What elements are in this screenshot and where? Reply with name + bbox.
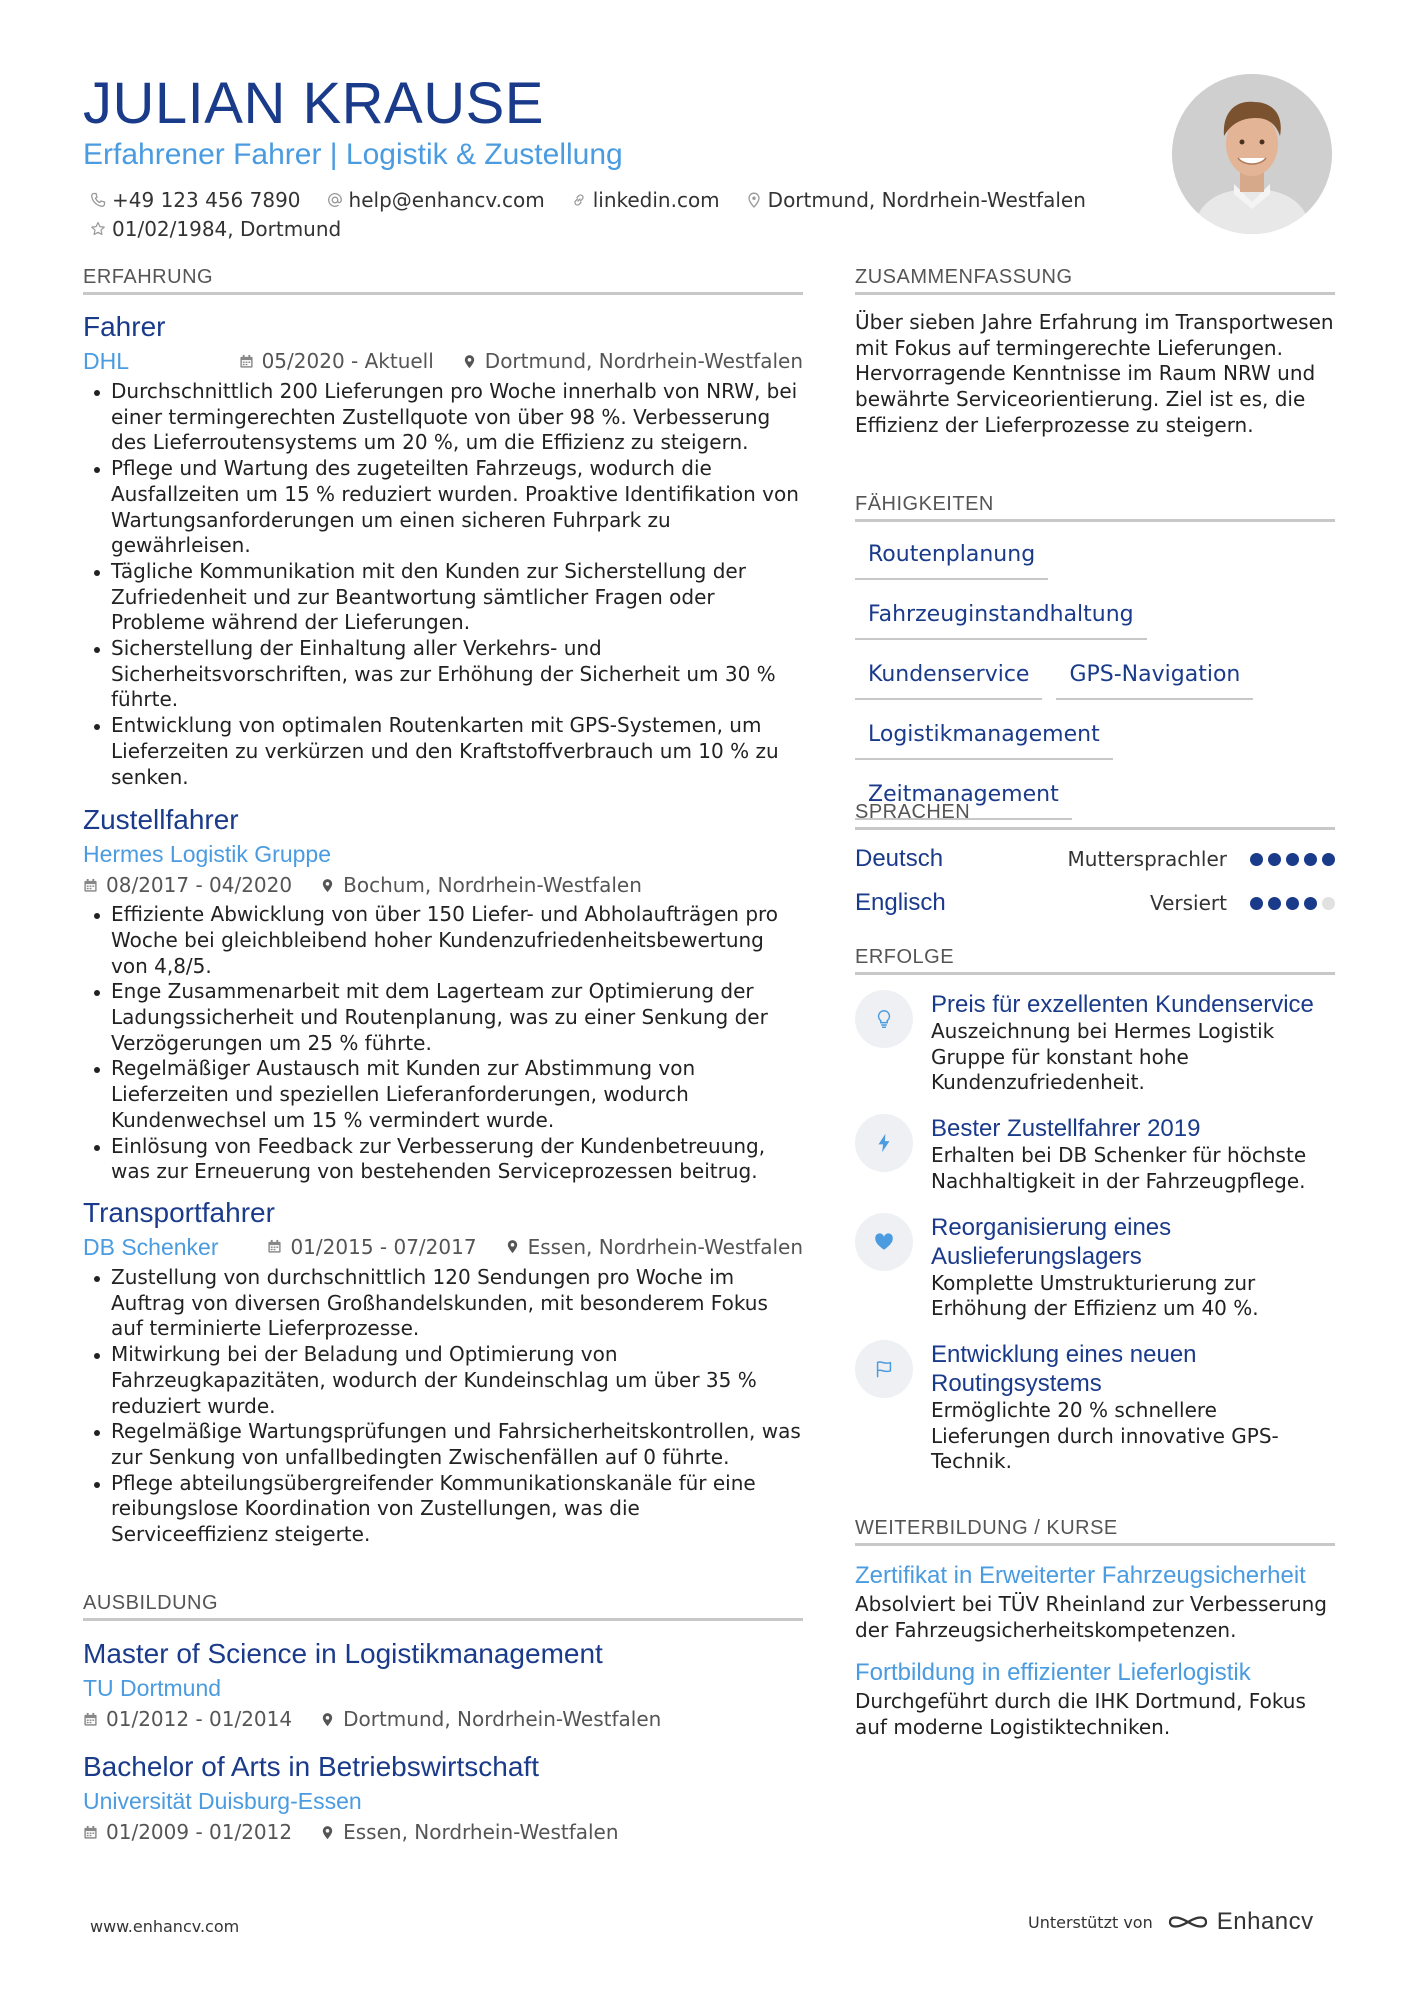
section-divider [855,827,1335,830]
job-meta [267,1232,803,1262]
job-company-line [83,1231,803,1263]
calendar-icon [83,1825,98,1840]
education-date [83,1817,292,1847]
achievement-item [855,1213,1335,1322]
job-bullet: Regelmäßige Wartungsprüfungen und Fahrsicherheitskontrollen, was zur Senkung von unfallbedingten Zwischenfällen auf 0 führte. [111,1419,803,1470]
lightning-icon [855,1114,913,1172]
powered-by-text: Unterstützt von [1028,1912,1153,1932]
education-location [320,1704,661,1734]
education-entry [83,1636,803,1734]
location-pin-icon [320,878,335,893]
achievement-desc: Erhalten bei DB Schenker für höchste Nachhaltigkeit in der Fahrzeugpflege. [931,1143,1307,1193]
job-entry [83,1195,803,1548]
heart-icon [855,1213,913,1271]
flag-icon [855,1340,913,1398]
rating-dot [1304,897,1317,910]
job-bullet: Zustellung von durchschnittlich 120 Sendungen pro Woche im Auftrag von diversen Großhandelskunden, mit besonderem Fokus auf terminierte Lieferprozesse. [111,1265,803,1342]
job-company: DHL [83,348,130,374]
language-rating [1245,853,1335,866]
job-company: Hermes Logistik Gruppe [83,841,331,868]
skill-tag: Kundenservice [855,660,1042,700]
job-bullet: Effiziente Abwicklung von über 150 Liefer- und Abholaufträgen pro Woche bei gleichbleibend hoher Kundenzufriedenheitsbewertung von 4,8/5. [111,902,803,979]
language-row [855,881,1335,925]
language-level: Muttersprachler [1067,847,1227,871]
achievements-section [855,990,1335,1493]
skill-tag: Fahrzeuginstandhaltung [855,600,1147,640]
candidate-headline: Erfahrener Fahrer | Logistik & Zustellung [83,138,623,171]
location-pin-icon [320,1712,335,1727]
calendar-icon [239,354,254,369]
section-title-experience: ERFAHRUNG [83,266,214,288]
course-item [855,1560,1335,1643]
rating-dot [1304,853,1317,866]
location-pin-icon [746,192,762,208]
education-school: TU Dortmund [83,1675,222,1701]
rating-dot [1286,897,1299,910]
education-meta [83,1817,803,1847]
section-title-courses: WEITERBILDUNG / KURSE [855,1517,1118,1539]
job-role: Transportfahrer [83,1196,275,1228]
job-meta [83,870,803,900]
job-date-text: 01/2015 - 07/2017 [290,1234,477,1259]
job-date-text: 05/2020 - Aktuell [261,349,434,373]
location-text: Dortmund, Nordrhein-Westfalen [767,188,1086,212]
section-title-languages: SPRACHEN [855,801,971,823]
job-date [239,346,434,376]
contact-phone[interactable] [90,188,301,212]
language-level: Versiert [1149,891,1227,915]
calendar-icon [83,878,98,893]
achievement-title: Bester Zustellfahrer 2019 [931,1115,1201,1143]
section-divider [83,292,803,295]
contact-birth [90,217,341,241]
job-entry [83,802,803,1185]
star-icon [90,221,106,237]
job-location-text: Dortmund, Nordrhein-Westfalen [484,349,803,373]
summary-text: Über sieben Jahre Erfahrung im Transportwesen mit Fokus auf termingerechte Lieferungen. Hervorragende Kenntnisse im Raum NRW und bewährte Serviceorientierung. Ziel ist es, die Effizienz der Lieferprozesse zu steigern. [855,310,1334,437]
skill-tag: Zeitmanagement [855,780,1072,820]
education-school: Universität Duisburg-Essen [83,1788,362,1814]
brand-name: Enhancv [1216,1908,1314,1935]
job-bullet: Tägliche Kommunikation mit den Kunden zur Sicherstellung der Zufriedenheit und zur Beantwortung sämtlicher Fragen oder Probleme während der Lieferungen. [111,559,803,636]
course-desc: Absolviert bei TÜV Rheinland zur Verbesserung der Fahrzeugsicherheitskompetenzen. [855,1592,1327,1642]
job-bullet: Einlösung von Feedback zur Verbesserung der Kundenbetreuung, was zur Erneuerung von bestehenden Serviceprozessen beitrug. [111,1134,803,1185]
job-bullets [83,379,803,790]
enhancv-logo-icon [1165,1910,1211,1934]
achievement-item [855,990,1335,1096]
job-bullet: Pflege und Wartung des zugeteilten Fahrzeugs, wodurch die Ausfallzeiten um 15 % reduziert wurden. Proaktive Identifikation von Wartungsanforderungen um einen sicheren Fuhrpark zu gewährleisen. [111,456,803,559]
rating-dot [1268,897,1281,910]
job-company-line [83,345,803,377]
language-name: Englisch [855,889,946,916]
language-level-group [1068,847,1336,871]
job-bullet: Regelmäßiger Austausch mit Kunden zur Abstimmung von Lieferzeiten und speziellen Lieferanforderungen, wodurch Kundenwechsel um 15 % vermindert wurde. [111,1056,803,1133]
job-location-text: Bochum, Nordrhein-Westfalen [343,873,642,898]
birth-text: 01/02/1984, Dortmund [112,217,342,241]
skill-tag: GPS-Navigation [1056,660,1253,700]
languages-section [855,837,1335,925]
job-bullet: Mitwirkung bei der Beladung und Optimierung von Fahrzeugkapazitäten, wodurch der Kundeinschlag um über 35 % reduziert wurde. [111,1342,803,1419]
candidate-name: JULIAN KRAUSE [83,71,544,136]
achievement-item [855,1114,1335,1194]
education-section [83,1636,803,1847]
contact-email[interactable] [327,188,545,212]
language-rating [1245,897,1335,910]
email-text: help@enhancv.com [348,188,545,212]
achievement-content [931,990,1335,1096]
job-location-text: Essen, Nordrhein-Westfalen [527,1234,803,1259]
footer-powered-by[interactable] [1028,1908,1314,1936]
section-divider [855,519,1335,522]
language-row [855,837,1335,881]
achievement-content [931,1213,1335,1322]
rating-dot [1268,853,1281,866]
calendar-icon [83,1712,98,1727]
rating-dot [1250,853,1263,866]
courses-section [855,1560,1335,1741]
section-title-summary: ZUSAMMENFASSUNG [855,266,1073,288]
course-desc: Durchgeführt durch die IHK Dortmund, Fokus auf moderne Logistiktechniken. [855,1689,1306,1740]
job-location [505,1232,803,1262]
rating-dot [1250,897,1263,910]
job-bullets [83,902,803,1185]
achievement-title: Entwicklung eines neuen Routingsystems [931,1340,1197,1397]
achievement-title: Reorganisierung eines Auslieferungslagers [931,1213,1172,1270]
linkedin-text: linkedin.com [592,188,720,212]
lightbulb-icon [855,990,913,1048]
section-divider [855,972,1335,975]
education-date-text: 01/2012 - 01/2014 [106,1707,293,1731]
location-pin-icon [462,354,477,369]
contact-row [90,188,1112,212]
job-role: Zustellfahrer [83,804,239,836]
job-bullet: Sicherstellung der Einhaltung aller Verkehrs- und Sicherheitsvorschriften, was zur Erhöhung der Sicherheit um 30 % führte. [111,636,803,713]
achievement-title: Preis für exzellenten Kundenservice [931,991,1314,1018]
education-meta [83,1704,803,1734]
at-icon [327,192,343,208]
language-name: Deutsch [855,845,944,872]
section-title-achievements: ERFOLGE [855,946,955,968]
education-degree: Bachelor of Arts in Betriebswirtschaft [83,1751,539,1782]
job-bullet: Entwicklung von optimalen Routenkarten mit GPS-Systemen, um Lieferzeiten zu verkürzen und den Kraftstoffverbrauch um 10 % zu senken. [111,713,803,790]
achievement-content [931,1340,1335,1475]
contact-location [746,188,1086,212]
link-icon [571,192,587,208]
achievement-content [931,1114,1335,1194]
contact-row-2 [90,217,367,241]
section-title-education: AUSBILDUNG [83,1592,219,1614]
education-location [320,1817,618,1847]
skill-tag: Routenplanung [855,540,1048,580]
job-bullet: Enge Zusammenarbeit mit dem Lagerteam zur Optimierung der Ladungssicherheit und Routenplanung, was zu einer Senkung der Verzögerungen um 25 % führte. [111,979,803,1056]
rating-dot [1322,897,1335,910]
education-date-text: 01/2009 - 01/2012 [106,1820,293,1844]
footer-website[interactable]: www.enhancv.com [90,1917,240,1936]
summary-section [855,310,1335,439]
section-title-skills: FÄHIGKEITEN [855,493,994,515]
skills-section [855,540,1335,840]
education-location-text: Essen, Nordrhein-Westfalen [343,1820,619,1844]
contact-linkedin[interactable] [571,188,720,212]
job-date [83,870,292,900]
course-title: Zertifikat in Erweiterter Fahrzeugsicherheit [855,1562,1306,1589]
calendar-icon [267,1239,282,1254]
job-bullet: Durchschnittlich 200 Lieferungen pro Woche innerhalb von NRW, bei einer termingerechten Zustellquote von über 98 %. Verbesserung des Lieferroutensystems um 20 %, um die Effizienz zu steigern. [111,379,803,456]
location-pin-icon [320,1825,335,1840]
course-title: Fortbildung in effizienter Lieferlogistik [855,1659,1251,1687]
course-item [855,1657,1335,1740]
job-date-text: 08/2017 - 04/2020 [106,873,293,898]
education-entry [83,1749,803,1847]
phone-icon [90,192,106,208]
achievement-desc: Komplette Umstrukturierung zur Erhöhung der Effizienz um 40 %. [931,1270,1259,1321]
skill-tag: Logistikmanagement [855,720,1113,760]
experience-section [83,309,803,1548]
job-role: Fahrer [83,311,166,342]
section-divider [855,1543,1335,1546]
job-bullets [83,1265,803,1548]
rating-dot [1322,853,1335,866]
job-entry [83,309,803,790]
profile-photo [1172,74,1332,234]
achievement-desc: Auszeichnung bei Hermes Logistik Gruppe für konstant hohe Kundenzufriedenheit. [931,1019,1275,1095]
job-bullet: Pflege abteilungsübergreifender Kommunikationskanäle für eine reibungslose Koordination von Zustellungen, was die Serviceeffizienz steigerte. [111,1471,803,1548]
job-location [462,346,803,376]
education-date [83,1704,292,1734]
job-date [267,1232,476,1262]
language-level-group [1150,891,1335,915]
job-company: DB Schenker [83,1233,219,1260]
rating-dot [1286,853,1299,866]
phone-text: +49 123 456 7890 [112,188,301,212]
skills-list [855,540,1335,840]
job-location [320,870,642,900]
achievement-desc: Ermöglichte 20 % schnellere Lieferungen durch innovative GPS-Technik. [931,1397,1279,1474]
education-degree: Master of Science in Logistikmanagement [83,1638,603,1669]
job-meta [239,346,803,376]
achievement-item [855,1340,1335,1475]
section-divider [83,1618,803,1621]
education-location-text: Dortmund, Nordrhein-Westfalen [343,1707,662,1731]
section-divider [855,292,1335,295]
location-pin-icon [505,1239,520,1254]
